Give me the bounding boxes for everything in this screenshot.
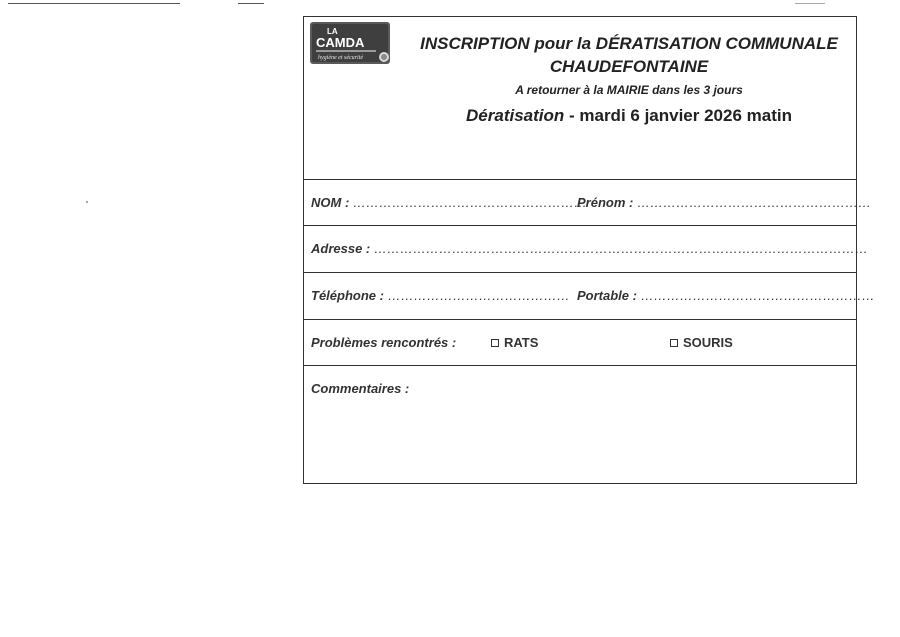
problemes-label: Problèmes rencontrés : — [311, 335, 457, 350]
form-title-line2: CHAUDEFONTAINE — [549, 57, 709, 76]
row-nom-prenom — [304, 179, 871, 225]
form-title-line1: INSCRIPTION pour la DÉRATISATION COMMUNALE — [420, 34, 838, 53]
adresse-dots: …………………………………………………………………………………………………… — [373, 241, 868, 256]
prenom-dots: ……………………………………………… — [636, 195, 871, 210]
event-separator: - — [564, 106, 580, 125]
scan-line-left — [8, 3, 180, 4]
rats-label: RATS — [504, 335, 539, 350]
event-line — [394, 105, 864, 127]
portable-label: Portable : — [577, 288, 637, 303]
return-note: A retourner à la MAIRIE dans les 3 jours — [515, 83, 743, 97]
logo-line1: LA — [327, 27, 338, 36]
event-label: Dératisation — [466, 106, 565, 125]
adresse-label: Adresse : — [311, 241, 371, 256]
scan-dot — [86, 201, 88, 203]
rats-checkbox-box[interactable] — [491, 339, 499, 347]
prenom-field[interactable] — [577, 195, 871, 210]
nom-label: NOM : — [311, 195, 350, 210]
camda-logo — [310, 22, 392, 66]
portable-dots: ……………………………………………… — [640, 288, 875, 303]
logo-line2: CAMDA — [316, 35, 365, 50]
nom-field[interactable] — [311, 195, 587, 210]
row-adresse — [304, 225, 868, 272]
registration-form — [303, 16, 875, 484]
form-header — [304, 17, 856, 179]
row-telephone-portable — [304, 272, 875, 319]
souris-label: SOURIS — [683, 335, 733, 350]
logo-tagline: hygiène et sécurité — [318, 55, 363, 61]
commentaires-label: Commentaires : — [311, 381, 410, 396]
portable-field[interactable] — [577, 288, 875, 303]
telephone-field[interactable] — [311, 288, 570, 303]
souris-checkbox[interactable] — [670, 335, 733, 350]
scan-line-mid — [238, 3, 264, 4]
souris-checkbox-box[interactable] — [670, 339, 678, 347]
adresse-field[interactable] — [311, 241, 868, 256]
prenom-label: Prénom : — [577, 195, 634, 210]
telephone-dots: …………………………………… — [387, 288, 570, 303]
nom-dots: ……………………………………………… — [352, 195, 587, 210]
row-commentaires[interactable] — [304, 365, 856, 483]
event-date: mardi 6 janvier 2026 matin — [579, 106, 792, 125]
telephone-label: Téléphone : — [311, 288, 384, 303]
rats-checkbox[interactable] — [491, 335, 538, 350]
scan-line-right — [795, 3, 825, 4]
row-problemes — [304, 319, 856, 365]
